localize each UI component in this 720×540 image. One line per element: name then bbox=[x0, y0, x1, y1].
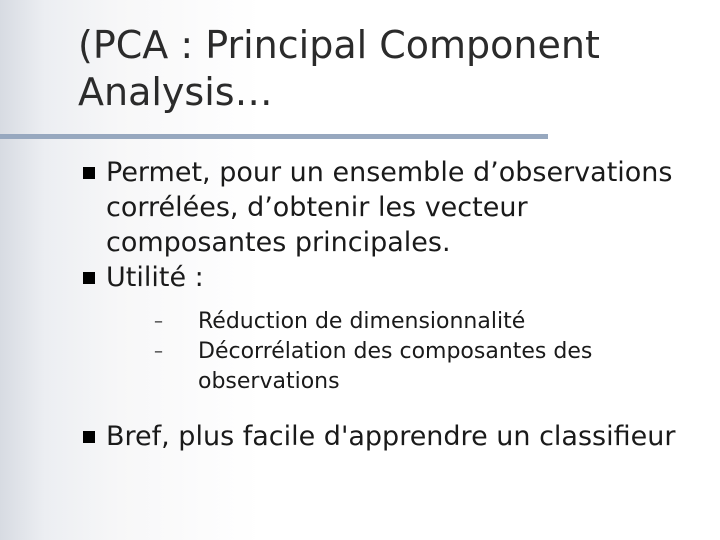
square-bullet-icon bbox=[83, 431, 95, 443]
dash-bullet-icon: – bbox=[154, 341, 163, 362]
title-underline bbox=[0, 134, 548, 139]
sub-bullet-item bbox=[106, 337, 718, 397]
slide-title: (PCA : Principal Component Analysis… bbox=[78, 23, 600, 114]
bullet-text: Utilité : bbox=[106, 262, 204, 293]
bullet-item bbox=[0, 155, 706, 260]
bullet-list bbox=[0, 155, 720, 454]
bullet-item bbox=[0, 260, 706, 397]
sub-bullet-item bbox=[106, 307, 718, 337]
sub-bullet-text: Décorrélation des composantes des observations bbox=[198, 339, 593, 394]
bullet-item bbox=[0, 419, 706, 454]
bullet-text: Permet, pour un ensemble d’observations corrélées, d’obtenir les vecteur composantes principales. bbox=[106, 157, 673, 258]
sub-bullet-text: Réduction de dimensionnalité bbox=[198, 309, 526, 334]
square-bullet-icon bbox=[83, 167, 95, 179]
spacer bbox=[0, 397, 720, 419]
bullet-text: Bref, plus facile d'apprendre un classifieur bbox=[106, 421, 676, 452]
dash-bullet-icon: – bbox=[154, 311, 163, 332]
sub-bullet-list bbox=[106, 307, 706, 397]
square-bullet-icon bbox=[83, 272, 95, 284]
